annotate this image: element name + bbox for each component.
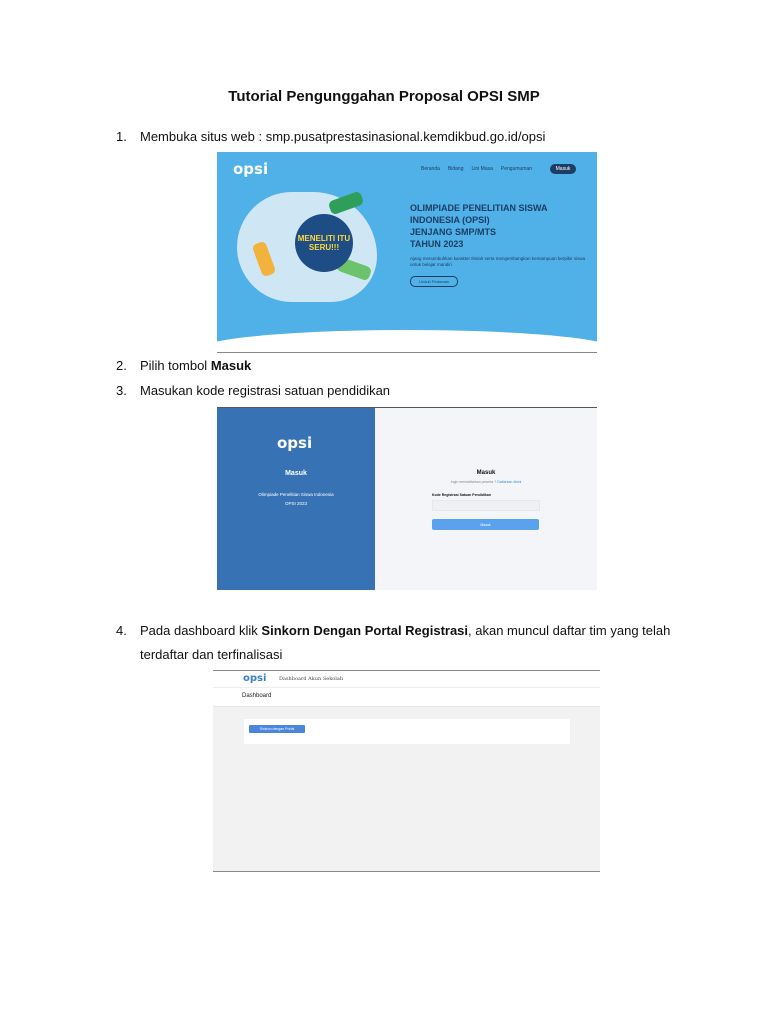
- hero-subtext: Ajang menumbuhkan karakter Ilmiah serta mengembangkan kemampuan berpikir siswa untuk belajar mandiri: [410, 256, 586, 267]
- top-nav: [421, 166, 532, 172]
- registration-code-label: Kode Registrasi Satuan Pendidikan: [432, 493, 491, 497]
- hero-line: OLIMPIADE PENELITIAN SISWA: [410, 203, 548, 213]
- hero-line: JENJANG SMP/MTS: [410, 227, 497, 237]
- dashboard-topbar: [213, 671, 600, 688]
- hero-line: INDONESIA (OPSI): [410, 215, 490, 225]
- submit-button[interactable]: Masuk: [432, 519, 539, 530]
- wave-divider: [217, 330, 597, 353]
- nav-item-bidang[interactable]: Bidang: [447, 166, 464, 172]
- homepage-screenshot: [217, 152, 597, 353]
- login-screenshot: [217, 407, 597, 590]
- register-hint: Ingin mendaftarkan peserta ? Daftarkan disini: [450, 480, 522, 484]
- sync-portal-button[interactable]: Sinkron dengan Portal: [249, 725, 305, 733]
- step-2: 2. Pilih tombol Masuk: [116, 358, 252, 373]
- panel-subtitle: Olimpiade Penelitian Siswa Indonesia OPSI 2023: [258, 492, 334, 506]
- school-name: Dashboard Akun Sekolah: [279, 676, 344, 682]
- download-guide-button[interactable]: Unduh Pedoman: [410, 276, 458, 287]
- login-form: [375, 408, 597, 590]
- login-side-panel: [217, 408, 375, 590]
- page-header: [213, 688, 600, 707]
- nav-item-pengumuman[interactable]: Pengumuman: [500, 166, 533, 172]
- step-3: 3. Masukan kode registrasi satuan pendidikan: [116, 383, 391, 398]
- document-title: Tutorial Pengunggahan Proposal OPSI SMP: [228, 88, 540, 105]
- registration-code-input[interactable]: [432, 500, 540, 511]
- page-title: Dashboard: [242, 693, 272, 699]
- slogan-bubble: MENELITI ITU SERU!!!: [295, 214, 353, 272]
- step-1: 1. Membuka situs web : smp.pusatprestasinasional.kemdikbud.go.id/opsi: [116, 129, 546, 144]
- opsi-logo: opsi: [243, 673, 267, 684]
- masuk-button[interactable]: Masuk: [550, 164, 576, 174]
- opsi-logo: opsi: [277, 434, 313, 452]
- step-4: 4. Pada dashboard klik Sinkorn Dengan Portal Registrasi, akan muncul daftar tim yang telah terdaftar dan terfinalisasi: [116, 623, 671, 662]
- hero-text: [410, 202, 590, 287]
- nav-item-beranda[interactable]: Beranda: [421, 166, 440, 172]
- register-link[interactable]: Daftarkan disini: [497, 480, 522, 484]
- hero-line: TAHUN 2023: [410, 239, 464, 249]
- form-title: Masuk: [476, 470, 496, 476]
- panel-title: Masuk: [285, 470, 307, 477]
- opsi-logo: opsi: [233, 160, 269, 178]
- dashboard-screenshot: [213, 670, 600, 872]
- nav-item-lini-masa[interactable]: Lini Masa: [471, 166, 493, 172]
- dashboard-card: [244, 719, 570, 744]
